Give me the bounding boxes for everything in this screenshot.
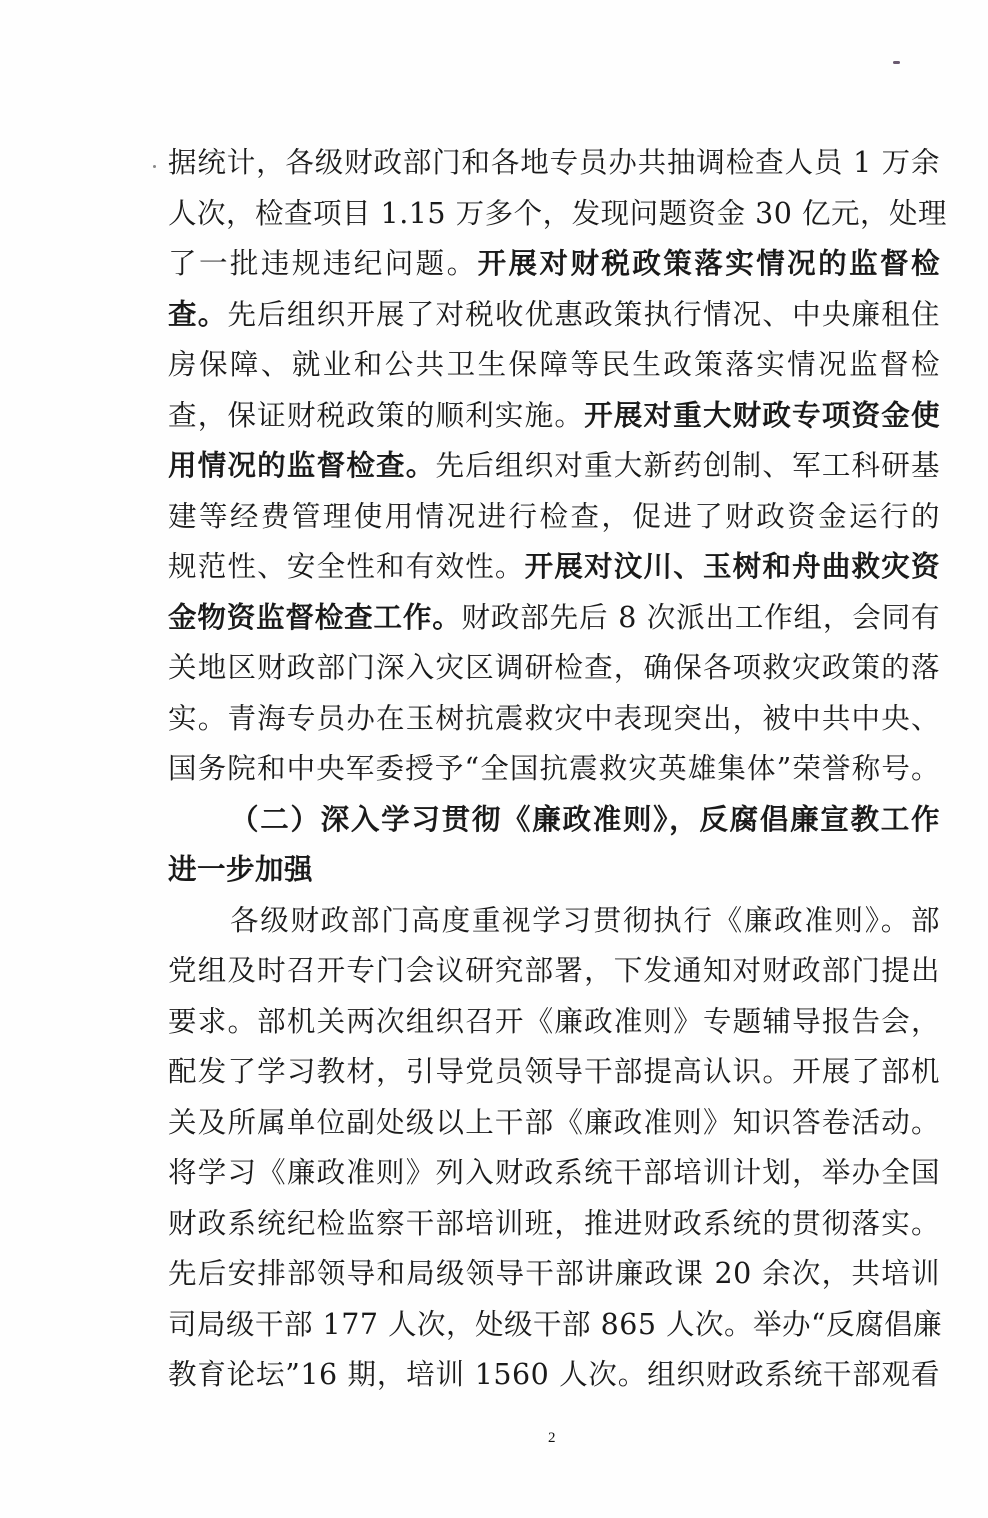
text-line (168, 391, 940, 442)
bold-heading-text: 进一步加强 (168, 853, 314, 886)
body-text-span: 建等经费管理使用情况进行检查，促进了财政资金运行的 (168, 499, 940, 533)
text-line (168, 1300, 943, 1351)
text-line (168, 694, 940, 745)
bold-heading-text: 开展对财税政策落实情况的监督检 (477, 247, 940, 280)
body-text-span: 人次，检查项目 1.15 万多个，发现问题资金 30 亿元，处理 (168, 196, 947, 230)
text-line (168, 542, 940, 593)
text-line (168, 593, 940, 644)
text-line (168, 239, 940, 290)
body-text-span: 财政部先后 8 次派出工作组，会同有 (461, 600, 940, 634)
text-line (168, 1098, 940, 1149)
text-line (168, 845, 940, 896)
bold-heading-text: （二）深入学习贯彻《廉政准则》，反腐倡廉宣教工作 (230, 802, 940, 836)
text-line (168, 643, 940, 694)
text-line (168, 1350, 940, 1401)
bold-heading-text: 用情况的监督检查。 (168, 449, 436, 482)
text-line (168, 997, 940, 1048)
text-line (168, 1199, 940, 1250)
text-line (168, 441, 940, 492)
page-number: 2 (548, 1430, 556, 1446)
text-line (168, 1148, 940, 1199)
body-text-span: 查，保证财税政策的顺利实施。 (168, 398, 585, 432)
body-text-span: 司局级干部 177 人次，处级干部 865 人次。举办“反腐倡廉 (168, 1307, 943, 1341)
bold-heading-text: 开展对汶川、玉树和舟曲救灾资 (524, 550, 940, 583)
body-text-span: 据统计，各级财政部门和各地专员办共抽调检查人员 1 万余 (168, 146, 940, 179)
body-text-span: 关及所属单位副处级以上干部《廉政准则》知识答卷活动。 (168, 1105, 940, 1139)
body-text-span: 配发了学习教材，引导党员领导干部提高认识。开展了部机 (168, 1055, 940, 1088)
text-line (168, 896, 940, 947)
body-text-span: 房保障、就业和公共卫生保障等民生政策落实情况监督检 (168, 348, 940, 381)
body-text-span: 关地区财政部门深入灾区调研检查，确保各项救灾政策的落 (168, 651, 940, 684)
text-line (168, 138, 940, 189)
body-text-span: 国务院和中央军委授予“全国抗震救灾英雄集体”荣誉称号。 (168, 752, 940, 785)
body-text-span: 党组及时召开专门会议研究部署，下发通知对财政部门提出 (168, 954, 940, 987)
bold-heading-text: 查。 (168, 297, 228, 331)
body-text-span: 先后组织对重大新药创制、军工科研基 (435, 449, 940, 482)
body-text-span: 实。青海专员办在玉树抗震救灾中表现突出，被中共中央、 (168, 701, 940, 735)
scan-speck (893, 61, 900, 64)
body-text-span: 财政系统纪检监察干部培训班，推进财政系统的贯彻落实。 (168, 1206, 940, 1240)
body-text-span: 了一批违规违纪问题。 (168, 247, 478, 280)
body-text-span: 各级财政部门高度重视学习贯彻执行《廉政准则》。部 (230, 903, 940, 937)
body-text-span: 教育论坛”16 期，培训 1560 人次。组织财政系统干部观看 (168, 1358, 940, 1391)
body-text-span: 先后安排部领导和局级领导干部讲廉政课 20 余次，共培训 (168, 1257, 940, 1290)
text-line (168, 290, 940, 341)
bold-heading-text: 金物资监督检查工作。 (168, 600, 462, 634)
scan-speck (153, 165, 156, 168)
text-line (168, 340, 940, 391)
text-line (168, 1047, 940, 1098)
text-line (168, 1249, 940, 1300)
bold-heading-text: 开展对重大财政专项资金使 (584, 398, 940, 432)
text-line (168, 795, 940, 846)
text-line (168, 946, 940, 997)
body-text (168, 138, 947, 1401)
body-text-span: 将学习《廉政准则》列入财政系统干部培训计划，举办全国 (168, 1156, 940, 1189)
text-line (168, 189, 947, 240)
body-text-span: 要求。部机关两次组织召开《廉政准则》专题辅导报告会， (168, 1004, 940, 1038)
body-text-span: 规范性、安全性和有效性。 (168, 550, 525, 583)
text-line (168, 744, 940, 795)
text-line (168, 492, 940, 543)
body-text-span: 先后组织开展了对税收优惠政策执行情况、中央廉租住 (227, 297, 940, 331)
